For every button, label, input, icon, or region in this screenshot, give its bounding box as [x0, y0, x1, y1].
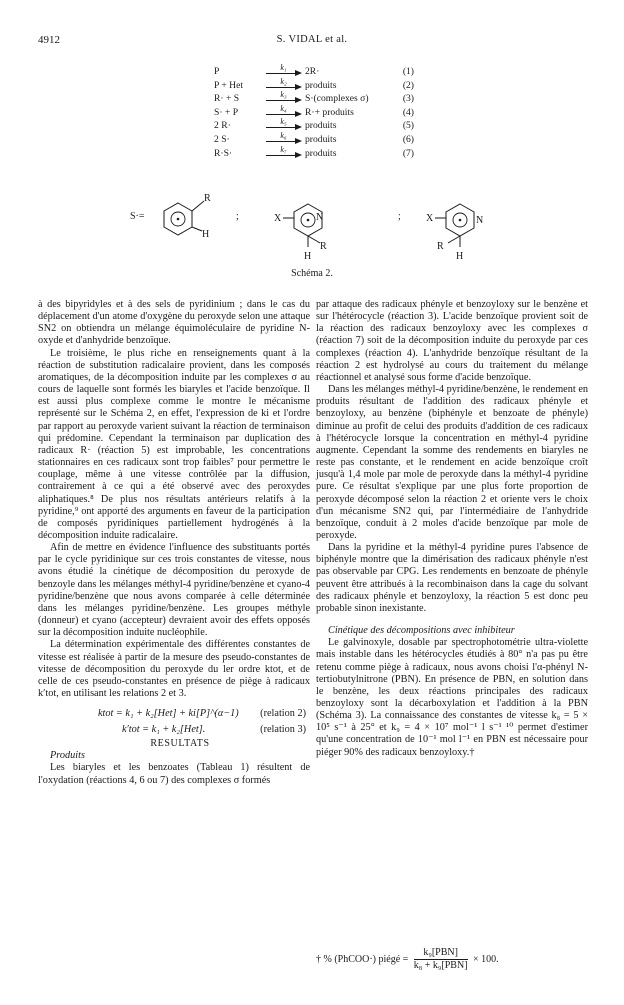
reaction-arrow — [266, 144, 301, 161]
reaction-products: produits — [305, 147, 337, 159]
fraction-numerator: k₉[PBN] — [414, 947, 468, 960]
subsection-heading: Produits — [50, 750, 85, 762]
reaction-products: R·+ produits — [305, 106, 354, 118]
rate-constant: k₆ — [280, 130, 287, 140]
reaction-row — [214, 103, 414, 121]
paragraph: Les biaryles et les benzoates (Tableau 1) résultent de l'oxydation (réactions 4, 6 ou 7) des complexes σ formés — [38, 762, 310, 786]
reaction-reactants: R·S· — [214, 147, 233, 159]
reaction-row — [214, 117, 414, 134]
fraction-denominator: k₈ + k₉[PBN] — [413, 960, 468, 971]
reaction-reactants: 2 R· — [214, 120, 231, 132]
right-column — [316, 299, 588, 759]
substituent-r: R — [204, 193, 211, 204]
paragraph: Afin de mettre en évidence l'influence des substituants portés par le cycle pyridinique sur ces trois constantes de vitesse, nous avons étudié la cinétique de décomposition du peroxyde de benzoyle dans les mélanges méthyl-4 pyridine/benzène et cyano-4 pyridine/benzène que nous avons comparée à celle déterminée dans les mélanges pyridine/benzène. Les groupes méthyle (donneur) et cyano (accepteur) devraient avoir des effets opposés sur la décomposition induite nucléophile. — [38, 542, 310, 639]
page-number: 4912 — [38, 34, 60, 46]
footnote-prefix: † % (PhCOO·) piégé = — [316, 953, 409, 965]
reaction-products: produits — [305, 120, 337, 132]
rate-constant: k₁ — [280, 63, 287, 72]
pyridinyl-structure-1 — [274, 204, 327, 262]
substituent-x: X — [274, 213, 282, 224]
reaction-products: 2R· — [305, 66, 320, 77]
reaction-products: produits — [305, 133, 337, 145]
reaction-number: (7) — [402, 147, 414, 159]
reaction-products: produits — [305, 79, 337, 91]
reaction-reactants: R· + S — [214, 93, 240, 105]
equation-expression: k′tot = k₁ + k₂[Het]. — [122, 724, 206, 736]
left-column — [38, 299, 310, 787]
paragraph: par attaque des radicaux phényle et benzoyloxy sur le benzène et sur l'hétérocycle (réaction 3). L'acide benzoïque provient soit de la réaction des radicaux benzoyloxy avec les complexes σ (réaction 7) soit de la décomposition induite du peroxyde par ces complexes (réaction 4). L'anhydride benzoïque résultant de la réaction 2 est hydrolysé au cours du traitement du mélange réactionnel et analysé sous forme d'acide benzoïque. — [316, 299, 588, 383]
ring-nitrogen: N — [316, 212, 324, 223]
reaction-row — [214, 90, 414, 107]
reaction-row — [214, 130, 414, 148]
rate-constant: k₇ — [280, 144, 287, 154]
paragraph: Dans la pyridine et la méthyl-4 pyridine pures l'absence de biphényle montre que la dimérisation des radicaux phényle n'est pas observable par CPG. Les rendements en benzoate de phényle peuvent être attribués à la recombinaison dans la cage du solvant des radicaux phényle et benzoyloxy, la réaction 5 est donc peu probable sinon inexistante. — [316, 542, 588, 614]
reaction-reactants: 2 S· — [214, 133, 230, 145]
paragraph: La détermination expérimentale des différentes constantes de vitesse est réalisée à partir de la mesure des pseudo-constantes de vitesse de décomposition du peroxyde du ler ordre ktot, et de celle de ces pseudo-constantes en présence de piège à radicaux k′tot, en utilisant les relations 2 et 3. — [38, 639, 310, 699]
ring-nitrogen: N — [476, 215, 484, 226]
footnote-fraction — [414, 947, 468, 972]
equation-relation-2 — [38, 706, 310, 722]
rate-constant: k₄ — [280, 103, 287, 113]
pyridinyl-structure-2 — [426, 204, 483, 262]
section-heading: RESULTATS — [150, 738, 210, 750]
rate-constant: k₂ — [280, 76, 287, 86]
scheme-caption: Schéma 2. — [291, 268, 333, 279]
substituent-x: X — [426, 213, 434, 224]
reaction-number: (5) — [402, 120, 414, 132]
separator: ; — [236, 211, 239, 222]
reaction-number: (4) — [402, 106, 414, 118]
running-head-authors: S. VIDAL et al. — [276, 34, 348, 45]
subsection-heading: Cinétique des décompositions avec inhibiteur — [328, 625, 515, 637]
reaction-list — [214, 63, 414, 161]
substituent-h: H — [456, 251, 464, 262]
equation-tag: (relation 2) — [260, 708, 306, 720]
reaction-row — [214, 144, 414, 162]
separator: ; — [398, 211, 401, 222]
paragraph: Le troisième, le plus riche en renseignements quant à la réaction de substitution radicalaire provient, dans les composés aromatiques, de la décomposition induite par les complexes σ au cours de laquelle sont formés les biaryles et l'acide benzoïque. Il est aussi plus complexe comme le montre le mécanisme représenté sur le Schéma 2, en effet, l'expression de ki et l'ordre par rapport au peroxyde varient suivant la réaction de terminaison qui prédomine. Cependant la terminaison par duplication des radicaux R· (réaction 5) est improbable, les concentrations stationnaires en ces radicaux sont trop faibles⁷ pour permettre le couplage, même à une vitesse contrôlée par la diffusion, contrairement à ce qui a été observé avec des peroxydes aliphatiques.⁸ De plus nos résultats antérieurs relatifs à la pyridine,⁹ ont apporté des arguments en faveur de la participation de composés pyridiniques partiellement hydrogénés à la décomposition induite radicalaire. — [38, 347, 310, 541]
reaction-reactants: P + Het — [214, 79, 244, 91]
cyclohexadienyl-structure — [130, 193, 211, 240]
substituent-r: R — [320, 241, 327, 252]
substituent-h: H — [304, 251, 312, 262]
reaction-row — [214, 63, 414, 80]
substituent-h: H — [202, 229, 210, 240]
reaction-reactants: S· + P — [214, 106, 239, 118]
paragraph: Dans les mélanges méthyl-4 pyridine/benzène, le rendement en produits résultant de l'addition des radicaux phényle et benzoyloxy, au benzène (biphényle et benzoate de phényle) diminue au profit de celui des produits d'addition de ces radicaux à l'hétérocycle lorsque la concentration en méthyl-4 pyridine augmente. Cependant la somme des rendements en biaryles ne reste pas constante, et le rendement en acide benzoïque croît jusqu'à 1,4 mole par mole de peroxyde dans la méthyl-4 pyridine pure. Ce résultat s'explique par une plus forte proportion de peroxyde décomposé selon la réaction 2 et oriente vers le choix d'un mécanisme SN2 qui, par l'intermédiaire de l'anhydride benzoïque, conduit à 2 moles d'acide benzoïque par mole de peroxyde. — [316, 384, 588, 541]
equation-expression: ktot = k₁ + k₂[Het] + ki[P]^(α−1) — [98, 708, 239, 720]
reaction-number: (2) — [402, 79, 414, 91]
scheme-2-structures — [130, 185, 520, 267]
equation-tag: (relation 3) — [260, 724, 306, 736]
footnote-suffix: × 100. — [473, 953, 499, 965]
reaction-products: S·(complexes σ) — [305, 93, 369, 105]
reaction-number: (6) — [402, 133, 414, 145]
paragraph: Le galvinoxyle, dosable par spectrophotométrie ultra-violette mais instable dans les hétérocycles étudiés à 80° n'a pas pu être retenu comme piège à radicaux, nous avons choisi l'α-phényl N-tertiobutylnitrone (PBN). En présence de PBN, en solution dans le benzène, les deux réactions principales des radicaux benzoyloxy sont la décarboxylation et l'addition à la PBN (Schéma 3). La connaissance des constantes de vitesse k₈ = 5 × 10⁵ s⁻¹ à 25° et k₉ = 4 × 10⁷ mol⁻¹ l s⁻¹ ¹⁰ permet d'estimer qu'une concentration de 10⁻¹ mol l⁻¹ en PBN est nécessaire pour piéger 90% des radicaux benzoyloxy.† — [316, 637, 588, 758]
s-label: S·= — [130, 211, 145, 222]
substituent-r: R — [437, 241, 444, 252]
rate-constant: k₃ — [280, 90, 287, 100]
footnote — [316, 947, 588, 972]
reaction-row — [214, 76, 414, 94]
equation-relation-3 — [38, 722, 310, 738]
paragraph: à des bipyridyles et à des sels de pyridinium ; dans le cas du déplacement d'un atome d'oxygène du peroxyde selon une attaque SN2 on obtiendra un mélange équimoléculaire de pyridine N-oxyde et d'anhydride benzoïque. — [38, 299, 310, 347]
reaction-number: (1) — [402, 66, 414, 77]
reaction-number: (3) — [402, 93, 414, 105]
rate-constant: k₅ — [280, 117, 287, 127]
reaction-reactants: P — [214, 66, 220, 77]
